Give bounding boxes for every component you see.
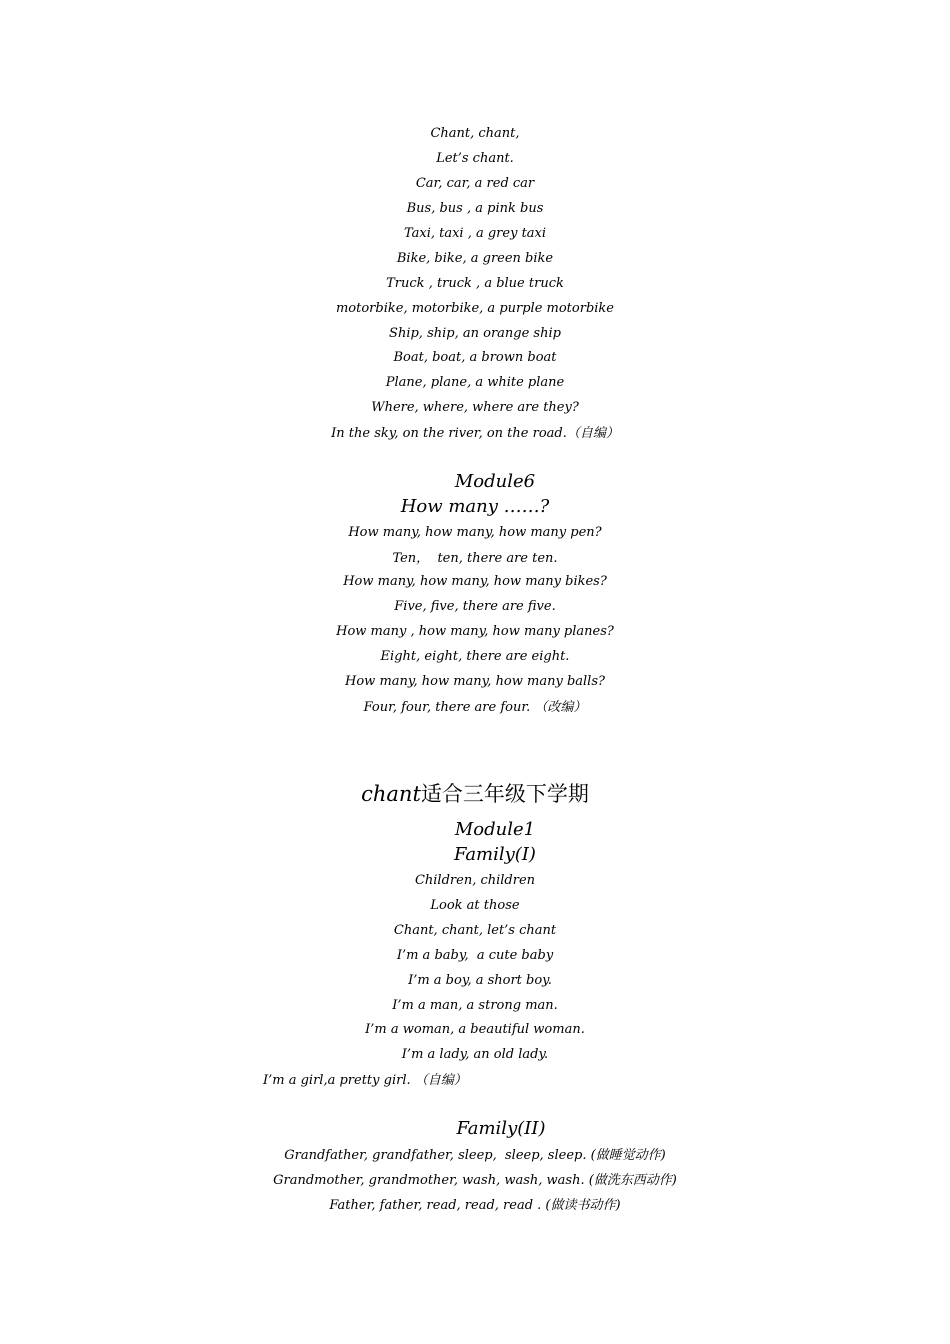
chant-line: Where, where, where are they? (371, 400, 579, 415)
chant-line: Chant, chant, let’s chant (393, 923, 557, 938)
chant-line: I’m a boy, a short boy. (408, 973, 552, 988)
chant-line: I’m a girl,a pretty girl. （自编） (263, 1073, 467, 1088)
section-title (0, 780, 950, 808)
chant-line: In the sky, on the river, on the road.（自编） (331, 426, 619, 441)
chant-line: Children, children (414, 873, 536, 888)
chant-line: Bike, bike, a green bike (396, 251, 554, 266)
chant-line: Plane, plane, a white plane (385, 375, 565, 390)
chant-line: Eight, eight, there are eight. (380, 649, 570, 664)
chant-line: Let’s chant. (436, 151, 514, 166)
chant-line: motorbike, motorbike, a purple motorbike (335, 301, 615, 316)
chant-line: Four, four, there are four. （改编） (363, 700, 587, 715)
module-heading: Module1 (454, 819, 536, 840)
chant-line: I’m a woman, a beautiful woman. (365, 1022, 585, 1037)
module-heading: Module6 (454, 471, 536, 492)
section-title-zh: 适合三年级下学期 (420, 782, 589, 806)
chant-line: Father, father, read, read, read . (做读书动作) (329, 1198, 621, 1213)
chant-line: How many, how many, how many bikes? (343, 574, 607, 589)
module-title: How many ……? (400, 496, 550, 517)
chant-line: Grandmother, grandmother, wash, wash, wash. (做洗东西动作) (273, 1173, 677, 1188)
chant-line: I’m a lady, an old lady. (401, 1047, 549, 1062)
chant-line: Boat, boat, a brown boat (393, 350, 557, 365)
chant-line: I’m a man, a strong man. (392, 998, 558, 1013)
chant-line: Grandfather, grandfather, sleep, sleep, sleep. (做睡觉动作) (284, 1148, 666, 1163)
chant-line: I’m a baby, a cute baby (396, 948, 554, 963)
chant-line: Ship, ship, an orange ship (389, 326, 561, 341)
chant-line: Car, car, a red car (415, 176, 535, 191)
chant-line: Chant, chant, (430, 126, 520, 141)
chant-line: How many, how many, how many balls? (345, 674, 605, 689)
chant-line: Look at those (430, 898, 520, 913)
module-subtitle: Family(I) (454, 844, 536, 865)
chant-line: Bus, bus , a pink bus (406, 201, 544, 216)
chant-line: How many, how many, how many pen? (348, 525, 602, 540)
chant-line: Five, five, there are five. (394, 599, 556, 614)
module-subtitle: Family(II) (456, 1118, 546, 1139)
chant-line: How many , how many, how many planes? (336, 624, 614, 639)
chant-line: Taxi, taxi , a grey taxi (403, 226, 547, 241)
section-title-en: chant (361, 782, 421, 806)
chant-line: Ten， ten, there are ten. (392, 551, 558, 566)
chant-line: Truck , truck , a blue truck (386, 276, 564, 291)
